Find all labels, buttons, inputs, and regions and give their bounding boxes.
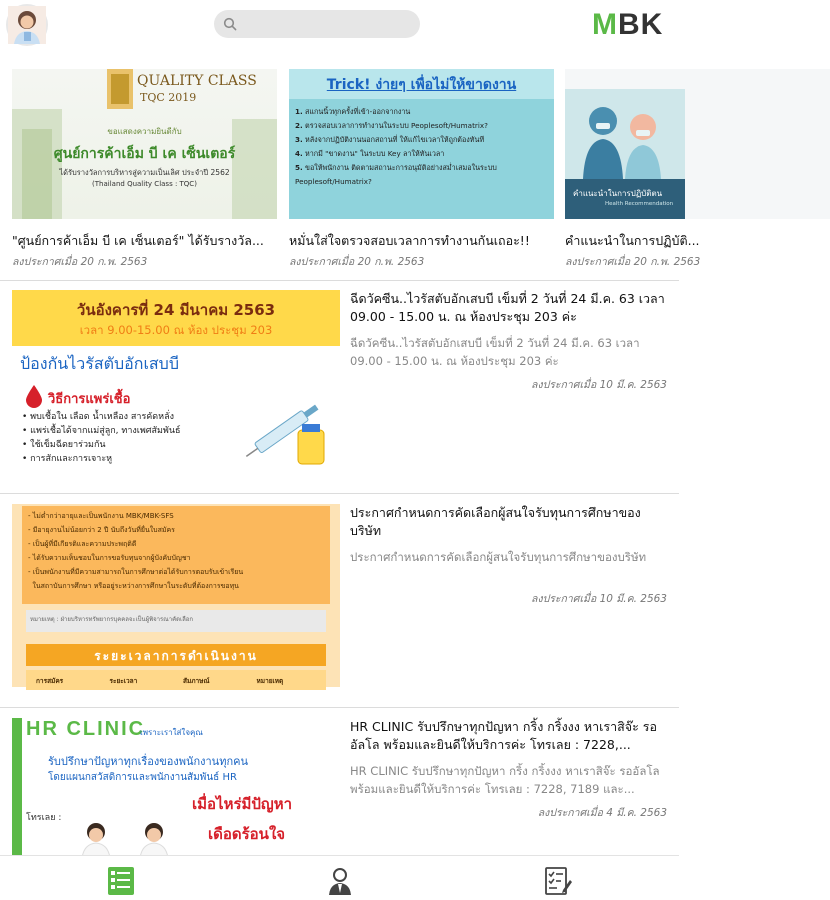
thumb-sub: วิธีการแพร่เชื้อ	[48, 392, 131, 407]
criteria-item: - มีอายุงานไม่น้อยกว่า 2 ปี นับถึงวันที่ยื่นใบสมัคร	[28, 526, 175, 534]
badge-sub: TQC 2019	[140, 91, 197, 104]
nav-profile[interactable]	[325, 866, 355, 896]
news-item[interactable]	[0, 504, 679, 704]
bullet-item: • แพร่เชื้อได้จากแม่สู่ลูก, ทางเพศสัมพันธ์	[22, 426, 181, 436]
carousel-card-image	[565, 69, 830, 219]
thumb-callout: เมื่อไหร่มีปัญหา	[192, 795, 293, 813]
criteria-item: - เป็นผู้ที่มีเกียรติและความประพฤติดี	[28, 540, 137, 548]
app-header	[0, 0, 679, 52]
news-title: ฉีดวัคซีน..ไวรัสตับอักเสบบี เข็มที่ 2 วันที่ 24 มี.ค. 63 เวลา 09.00 - 15.00 น. ณ ห้องประชุม 203 ค่ะ	[350, 291, 665, 324]
carousel-card-title: คำแนะนำในการปฏิบัติ...	[565, 233, 700, 248]
criteria-item: - ไม่ต่ำกว่าอายุและเป็นพนักงาน MBK/MBK-SFS	[28, 512, 174, 520]
thumb-line: ได้รับรางวัลการบริหารสู่ความเป็นเลิศ ประจำปี 2562	[59, 168, 230, 177]
avatar[interactable]	[6, 4, 48, 46]
search-input[interactable]	[214, 10, 420, 38]
carousel-card[interactable]	[565, 69, 830, 274]
thumb-time-line: เวลา 9.00-15.00 ณ ห้อง ประชุม 203	[79, 323, 273, 337]
tips-list	[295, 105, 550, 189]
tip-item: 2. ตรวจสอบเวลาการทำงานในระบบ Peoplesoft/Humatrix?	[295, 121, 488, 130]
nav-news-list[interactable]	[106, 866, 136, 896]
col-label: หมายเหตุ	[256, 677, 284, 685]
vaccine-icon	[234, 390, 334, 470]
search-icon	[223, 17, 237, 31]
tip-item: 1. สแกนนิ้วทุกครั้งที่เข้า-ออกจากงาน	[295, 107, 411, 116]
news-date: ลงประกาศเมื่อ 4 มี.ค. 2563	[537, 807, 667, 819]
bullet-item: • การสักและการเจาะหู	[22, 454, 113, 464]
news-date: ลงประกาศเมื่อ 10 มี.ค. 2563	[531, 379, 667, 391]
news-title: HR CLINIC รับปรึกษาทุกปัญหา กริ้ง กริ้งงง หาเราสิจ๊ะ รออัลโล พร้อมและยินดีให้บริการค่ะ โทรเลย : 7228,...	[350, 719, 657, 752]
news-item[interactable]	[0, 290, 679, 490]
carousel-card-date: ลงประกาศเมื่อ 20 ก.พ. 2563	[12, 256, 148, 268]
carousel-card-date: ลงประกาศเมื่อ 20 ก.พ. 2563	[565, 256, 701, 268]
thumb-heading: Trick! ง่ายๆ เพื่อไม่ให้ขาดงาน	[326, 77, 517, 93]
schedule-header	[26, 670, 326, 690]
divider	[0, 280, 679, 281]
news-title: ประกาศกำหนดการคัดเลือกผู้สนใจรับทุนการศึกษาของบริษัท	[350, 505, 641, 538]
thumb-tag: เพราะเราใส่ใจคุณ	[140, 728, 203, 737]
criteria-item: - เป็นพนักงานที่มีความสามารถในการศึกษาต่อได้รับการตอบรับเข้าเรียน	[28, 568, 244, 576]
carousel-card-image	[12, 69, 277, 219]
thumb-date-line: วันอังคารที่ 24 มีนาคม 2563	[76, 301, 276, 319]
news-thumbnail	[12, 718, 340, 855]
staff-illustration	[74, 818, 184, 858]
criteria-item: - ได้รับความเห็นชอบในการขอรับทุนจากผู้บังคับบัญชา	[28, 554, 191, 562]
user-avatar-icon	[8, 6, 46, 44]
quality-class-badge: QUALITY CLASS	[137, 73, 257, 89]
criteria-list	[28, 509, 328, 593]
news-thumbnail	[12, 290, 340, 473]
tip-item: 4. หากมี "ขาดงาน" ในระบบ Key ลาให้ทันเวลา	[295, 149, 445, 158]
thumb-heading: HR CLINIC	[26, 718, 146, 740]
thumb-heading: ป้องกันไวรัสตับอักเสบบี	[20, 354, 179, 373]
thumb-heading: คำแนะนำในการปฏิบัติตน	[573, 189, 663, 198]
tip-item: 3. หลังจากปฏิบัติงานนอกสถานที่ ให้แก้ไขเวลาให้ถูกต้องทันที	[295, 135, 485, 144]
logo-rest: BK	[618, 8, 664, 41]
mbk-logo	[592, 8, 663, 42]
news-description: ฉีดวัคซีน..ไวรัสตับอักเสบบี เข็มที่ 2 วันที่ 24 มี.ค. 63 เวลา 09.00 - 15.00 น. ณ ห้องประชุม 203 ค่ะ	[350, 336, 640, 368]
carousel-card-title: หมั่นใส่ใจตรวจสอบเวลาการทำงานกันเถอะ!!	[289, 233, 530, 248]
col-label: ระยะเวลา	[109, 677, 138, 685]
nav-forms[interactable]	[543, 866, 573, 896]
user-icon	[325, 866, 355, 896]
thumb-callout: เดือดร้อนใจ	[208, 825, 286, 843]
news-thumbnail	[12, 504, 340, 687]
carousel-card-image	[289, 69, 554, 219]
thumb-line: โดยแผนกสวัสดิการและพนักงานสัมพันธ์ HR	[48, 772, 237, 783]
bottom-nav	[0, 855, 679, 900]
bullet-list	[22, 410, 232, 466]
carousel-card-title: "ศูนย์การค้าเอ็ม บี เค เซ็นเตอร์" ได้รับรางวัล...	[12, 233, 264, 248]
col-label: การสมัคร	[36, 677, 64, 685]
bullet-item: • ใช้เข็มฉีดยาร่วมกัน	[22, 440, 106, 450]
news-item[interactable]	[0, 718, 679, 855]
bullet-item: • พบเชื้อใน เลือด น้ำเหลือง สารคัดหลั่ง	[22, 412, 174, 422]
tip-item: 5. ขอให้พนักงาน ติดตามสถานะการอนุมัติอย่างสม่ำเสมอในระบบ Peoplesoft/Humatrix?	[295, 163, 497, 186]
schedule-band: ระยะเวลาการดำเนินงาน	[94, 649, 258, 663]
carousel-card-date: ลงประกาศเมื่อ 20 ก.พ. 2563	[289, 256, 425, 268]
news-description: HR CLINIC รับปรึกษาทุกปัญหา กริ้ง กริ้งงง หาเราสิจ๊ะ รออัลโล พร้อมและยินดีให้บริการค่ะ โทรเลย : 7228, 7189 และ...	[350, 764, 660, 796]
thumb-phone: โทรเลย :	[26, 813, 62, 823]
carousel-card[interactable]	[289, 69, 554, 274]
checklist-icon	[543, 866, 573, 896]
logo-mark: M	[592, 8, 618, 41]
thumb-line: รับปรึกษาปัญหาทุกเรื่องของพนักงานทุกคน	[48, 755, 248, 768]
carousel-card[interactable]	[12, 69, 277, 274]
thumb-line: ขอแสดงความยินดีกับ	[107, 127, 182, 136]
featured-carousel[interactable]	[0, 52, 701, 280]
divider	[0, 493, 679, 494]
thumb-sub: Health Recommendation	[605, 201, 674, 207]
thumb-heading: ศูนย์การค้าเอ็ม บี เค เซ็นเตอร์	[53, 146, 236, 162]
note-text: หมายเหตุ : ฝ่ายบริหารทรัพยากรบุคคลจะเป็นผู้พิจารณาคัดเลือก	[30, 616, 193, 623]
list-icon	[106, 866, 136, 896]
criteria-item: ในสถาบันการศึกษา หรืออยู่ระหว่างการศึกษาในระดับที่ต้องการขอทุน	[32, 582, 239, 590]
news-date: ลงประกาศเมื่อ 10 มี.ค. 2563	[531, 593, 667, 605]
blood-drop-icon	[24, 384, 44, 408]
col-label: สัมภาษณ์	[183, 677, 210, 685]
thumb-line: (Thailand Quality Class : TQC)	[92, 180, 197, 188]
news-description: ประกาศกำหนดการคัดเลือกผู้สนใจรับทุนการศึกษาของบริษัท	[350, 550, 647, 564]
divider	[0, 707, 679, 708]
